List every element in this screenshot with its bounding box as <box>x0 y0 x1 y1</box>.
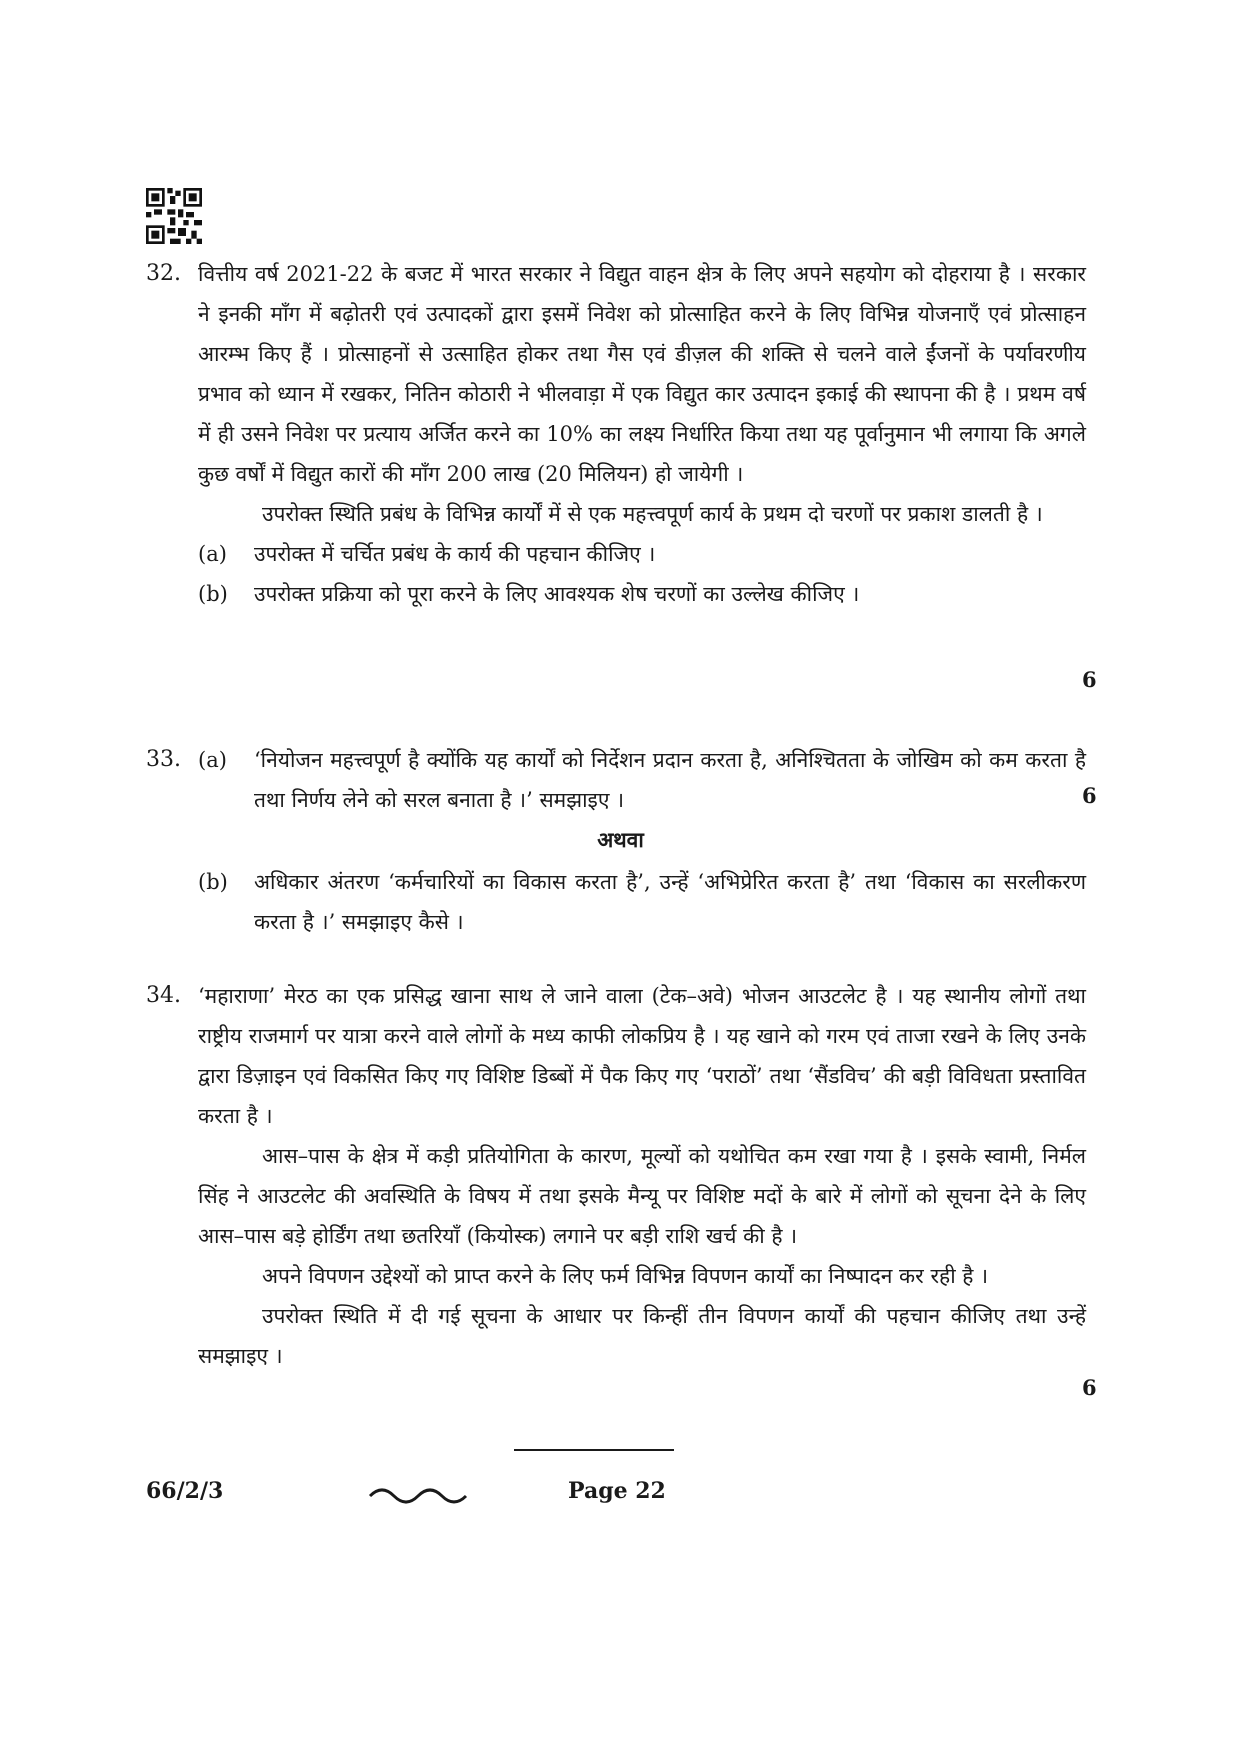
option-text: उपरोक्त प्रक्रिया को पूरा करने के लिए आवश्यक शेष चरणों का उल्लेख कीजिए । <box>254 582 860 606</box>
end-rule <box>514 1449 674 1451</box>
or-divider: अथवा <box>597 827 644 852</box>
question-body <box>198 254 1086 614</box>
question-number: 34. <box>146 983 181 1008</box>
option-label: (b) <box>198 870 228 894</box>
option-label: (a) <box>198 748 227 772</box>
option-text: ‘नियोजन महत्त्वपूर्ण है क्योंकि यह कार्यों को निर्देशन प्रदान करता है, अनिश्चितता के जोखिम को कम करता है तथा निर्णय लेने को सरल बनाता है ।’ समझाइए । <box>254 748 1086 812</box>
question-paragraph: आस–पास के क्षेत्र में कड़ी प्रतियोगिता के कारण, मूल्यों को यथोचित कम रखा गया है । इसके स्वामी, निर्मल सिंह ने आउटलेट की अवस्थिति के विषय में तथा इसके मैन्यू पर विशिष्ट मदों के बारे में लोगों को सूचना देने के लिए आस–पास बड़े होर्डिंग तथा छतरियाँ (कियोस्क) लगाने पर बड़ी राशि खर्च की है । <box>198 1144 1086 1248</box>
question-paragraph: उपरोक्त स्थिति में दी गई सूचना के आधार पर किन्हीं तीन विपणन कार्यों की पहचान कीजिए तथा उन्हें समझाइए । <box>198 1304 1086 1368</box>
page-number: Page 22 <box>568 1478 666 1504</box>
question-paragraph: अपने विपणन उद्देश्यों को प्राप्त करने के लिए फर्म विभिन्न विपणन कार्यों का निष्पादन कर रही है । <box>262 1264 989 1288</box>
question-32 <box>146 254 1086 614</box>
question-body <box>198 862 1086 942</box>
question-option <box>198 574 1086 614</box>
question-body <box>198 740 1086 820</box>
option-text: उपरोक्त में चर्चित प्रबंध के कार्य की पहचान कीजिए । <box>254 542 656 566</box>
question-body <box>198 976 1086 1376</box>
question-number: 32. <box>146 261 181 286</box>
question-34 <box>146 976 1086 1376</box>
question-33 <box>146 740 1086 820</box>
qr-code-icon <box>146 188 202 244</box>
question-option <box>198 740 1086 820</box>
question-option <box>198 862 1086 942</box>
question-paragraph: उपरोक्त स्थिति प्रबंध के विभिन्न कार्यों में से एक महत्त्वपूर्ण कार्य के प्रथम दो चरणों पर प्रकाश डालती है । <box>262 502 1043 526</box>
question-option <box>198 534 1086 574</box>
wave-ornament-icon <box>368 1482 468 1506</box>
marks-label: 6 <box>1082 783 1097 808</box>
question-paragraph: ‘महाराणा’ मेरठ का एक प्रसिद्ध खाना साथ ले जाने वाला (टेक–अवे) भोजन आउटलेट है । यह स्थानीय लोगों तथा राष्ट्रीय राजमार्ग पर यात्रा करने वाले लोगों के मध्य काफी लोकप्रिय है । यह खाने को गरम एवं ताजा रखने के लिए उनके द्वारा डिज़ाइन एवं विकसित किए गए विशिष्ट डिब्बों में पैक किए गए ‘पराठों’ तथा ‘सैंडविच’ की बड़ी विविधता प्रस्तावित करता है । <box>198 984 1086 1128</box>
marks-label: 6 <box>1082 1375 1097 1400</box>
option-text: अधिकार अंतरण ‘कर्मचारियों का विकास करता है’, उन्हें ‘अभिप्रेरित करता है’ तथा ‘विकास का सरलीकरण करता है ।’ समझाइए कैसे । <box>254 870 1086 934</box>
question-paragraph: वित्तीय वर्ष 2021-22 के बजट में भारत सरकार ने विद्युत वाहन क्षेत्र के लिए अपने सहयोग को दोहराया है । सरकार ने इनकी माँग में बढ़ोतरी एवं उत्पादकों द्वारा इसमें निवेश को प्रोत्साहित करने के लिए विभिन्न योजनाएँ एवं प्रोत्साहन आरम्भ किए हैं । प्रोत्साहनों से उत्साहित होकर तथा गैस एवं डीज़ल की शक्ति से चलने वाले ईंजनों के पर्यावरणीय प्रभाव को ध्यान में रखकर, नितिन कोठारी ने भीलवाड़ा में एक विद्युत कार उत्पादन इकाई की स्थापना की है । प्रथम वर्ष में ही उसने निवेश पर प्रत्याय अर्जित करने का 10% का लक्ष्य निर्धारित किया तथा यह पूर्वानुमान भी लगाया कि अगले कुछ वर्षों में विद्युत कारों की माँग 200 लाख (20 मिलियन) हो जायेगी । <box>198 262 1086 486</box>
marks-label: 6 <box>1082 667 1097 692</box>
question-number: 33. <box>146 747 181 772</box>
option-label: (b) <box>198 582 228 606</box>
option-label: (a) <box>198 542 227 566</box>
paper-code: 66/2/3 <box>146 1478 224 1504</box>
question-33-alternative <box>146 862 1086 942</box>
